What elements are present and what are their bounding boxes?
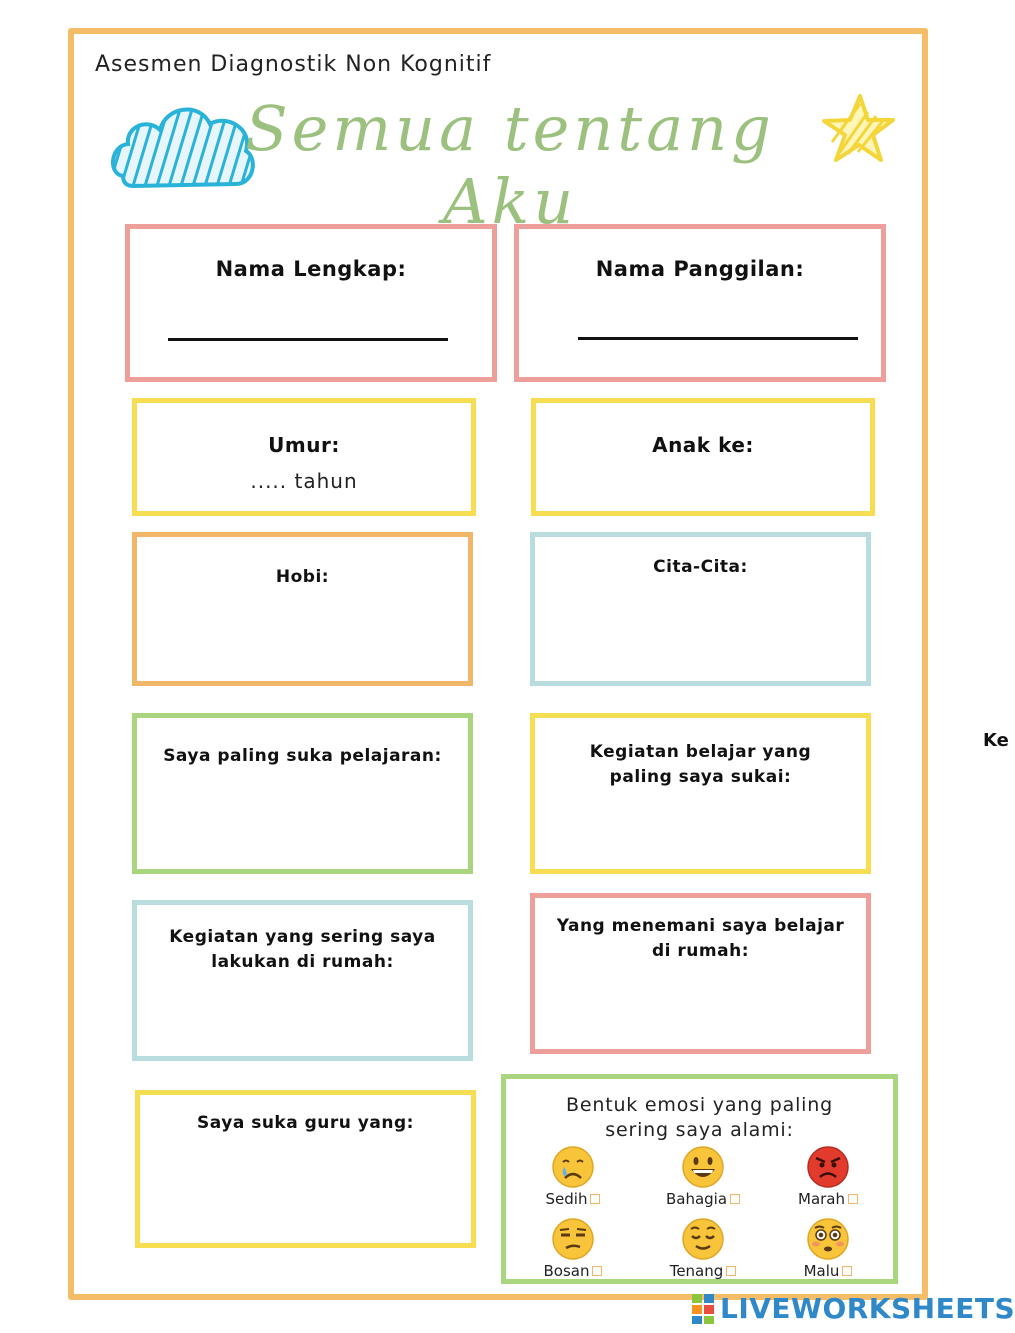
kegiatan-belajar-line2: paling saya sukai:: [609, 767, 792, 787]
emotion-label-malu: Malu: [803, 1262, 840, 1280]
kegiatan-belajar-line1: Kegiatan belajar yang: [589, 742, 812, 762]
emotion-option-marah[interactable]: [773, 1145, 883, 1208]
page-subtitle: Asesmen Diagnostik Non Kognitif: [95, 52, 492, 77]
emotion-label-tenang: Tenang: [669, 1262, 724, 1280]
emotion-option-sedih[interactable]: [518, 1145, 628, 1208]
emotion-label-marah: Marah: [798, 1190, 845, 1208]
guru-label: Saya suka guru yang:: [197, 1113, 414, 1133]
emotion-label-bahagia: Bahagia: [665, 1190, 728, 1208]
checkbox-bahagia[interactable]: [730, 1194, 740, 1204]
nama-lengkap-box: [125, 224, 497, 382]
emotion-title-line2: sering saya alami:: [605, 1119, 794, 1141]
menemani-label: [535, 914, 866, 964]
emotion-option-bosan[interactable]: [518, 1217, 628, 1280]
liveworksheets-logo: [692, 1292, 1015, 1325]
emotion-option-tenang[interactable]: [648, 1217, 758, 1280]
unamused-face-icon: [551, 1217, 595, 1261]
nama-panggilan-label: Nama Panggilan:: [595, 257, 805, 281]
liveworksheets-logo-text: LIVEWORKSHEETS: [720, 1292, 1015, 1325]
pelajaran-box[interactable]: [132, 713, 473, 874]
anak-ke-label: Anak ke:: [652, 433, 754, 457]
hobi-box[interactable]: [132, 532, 473, 686]
menemani-line1: Yang menemani saya belajar: [556, 916, 845, 936]
emotion-title: [506, 1093, 893, 1143]
star-icon: [818, 92, 896, 170]
crying-face-icon: [551, 1145, 595, 1189]
kegiatan-belajar-label: [535, 740, 866, 790]
cut-off-text: Ke: [983, 730, 1009, 751]
kegiatan-rumah-label: [137, 925, 468, 975]
emotion-option-malu[interactable]: [773, 1217, 883, 1280]
emotion-title-line1: Bentuk emosi yang paling: [566, 1094, 833, 1116]
kegiatan-belajar-box[interactable]: [530, 713, 871, 874]
nama-lengkap-label: Nama Lengkap:: [215, 257, 407, 281]
grinning-face-icon: [681, 1145, 725, 1189]
umur-label: Umur:: [268, 433, 340, 457]
pelajaran-label: Saya paling suka pelajaran:: [163, 746, 442, 766]
menemani-box[interactable]: [530, 893, 871, 1054]
emotion-box: [501, 1074, 898, 1284]
anak-ke-box: [531, 398, 875, 516]
flushed-face-icon: [806, 1217, 850, 1261]
checkbox-tenang[interactable]: [726, 1266, 736, 1276]
checkbox-malu[interactable]: [842, 1266, 852, 1276]
emotion-option-bahagia[interactable]: [648, 1145, 758, 1208]
menemani-line2: di rumah:: [652, 941, 749, 961]
checkbox-bosan[interactable]: [592, 1266, 602, 1276]
umur-input[interactable]: ..... tahun: [250, 469, 358, 493]
nama-lengkap-input[interactable]: [168, 338, 448, 341]
hobi-label: Hobi:: [275, 567, 330, 587]
checkbox-sedih[interactable]: [590, 1194, 600, 1204]
page-title: Semua tentang Aku: [245, 92, 775, 238]
emotion-label-sedih: Sedih: [545, 1190, 588, 1208]
emotion-label-bosan: Bosan: [543, 1262, 590, 1280]
guru-box[interactable]: [135, 1090, 476, 1248]
angry-face-icon: [806, 1145, 850, 1189]
nama-panggilan-box: [514, 224, 886, 382]
umur-box: [132, 398, 476, 516]
relieved-face-icon: [681, 1217, 725, 1261]
kegiatan-rumah-line2: lakukan di rumah:: [211, 952, 394, 972]
kegiatan-rumah-box[interactable]: [132, 900, 473, 1061]
nama-panggilan-input[interactable]: [578, 337, 858, 340]
liveworksheets-logo-icon: [692, 1294, 714, 1324]
checkbox-marah[interactable]: [848, 1194, 858, 1204]
cita-cita-label: Cita-Cita:: [653, 557, 748, 577]
cita-cita-box[interactable]: [530, 532, 871, 686]
kegiatan-rumah-line1: Kegiatan yang sering saya: [169, 927, 436, 947]
